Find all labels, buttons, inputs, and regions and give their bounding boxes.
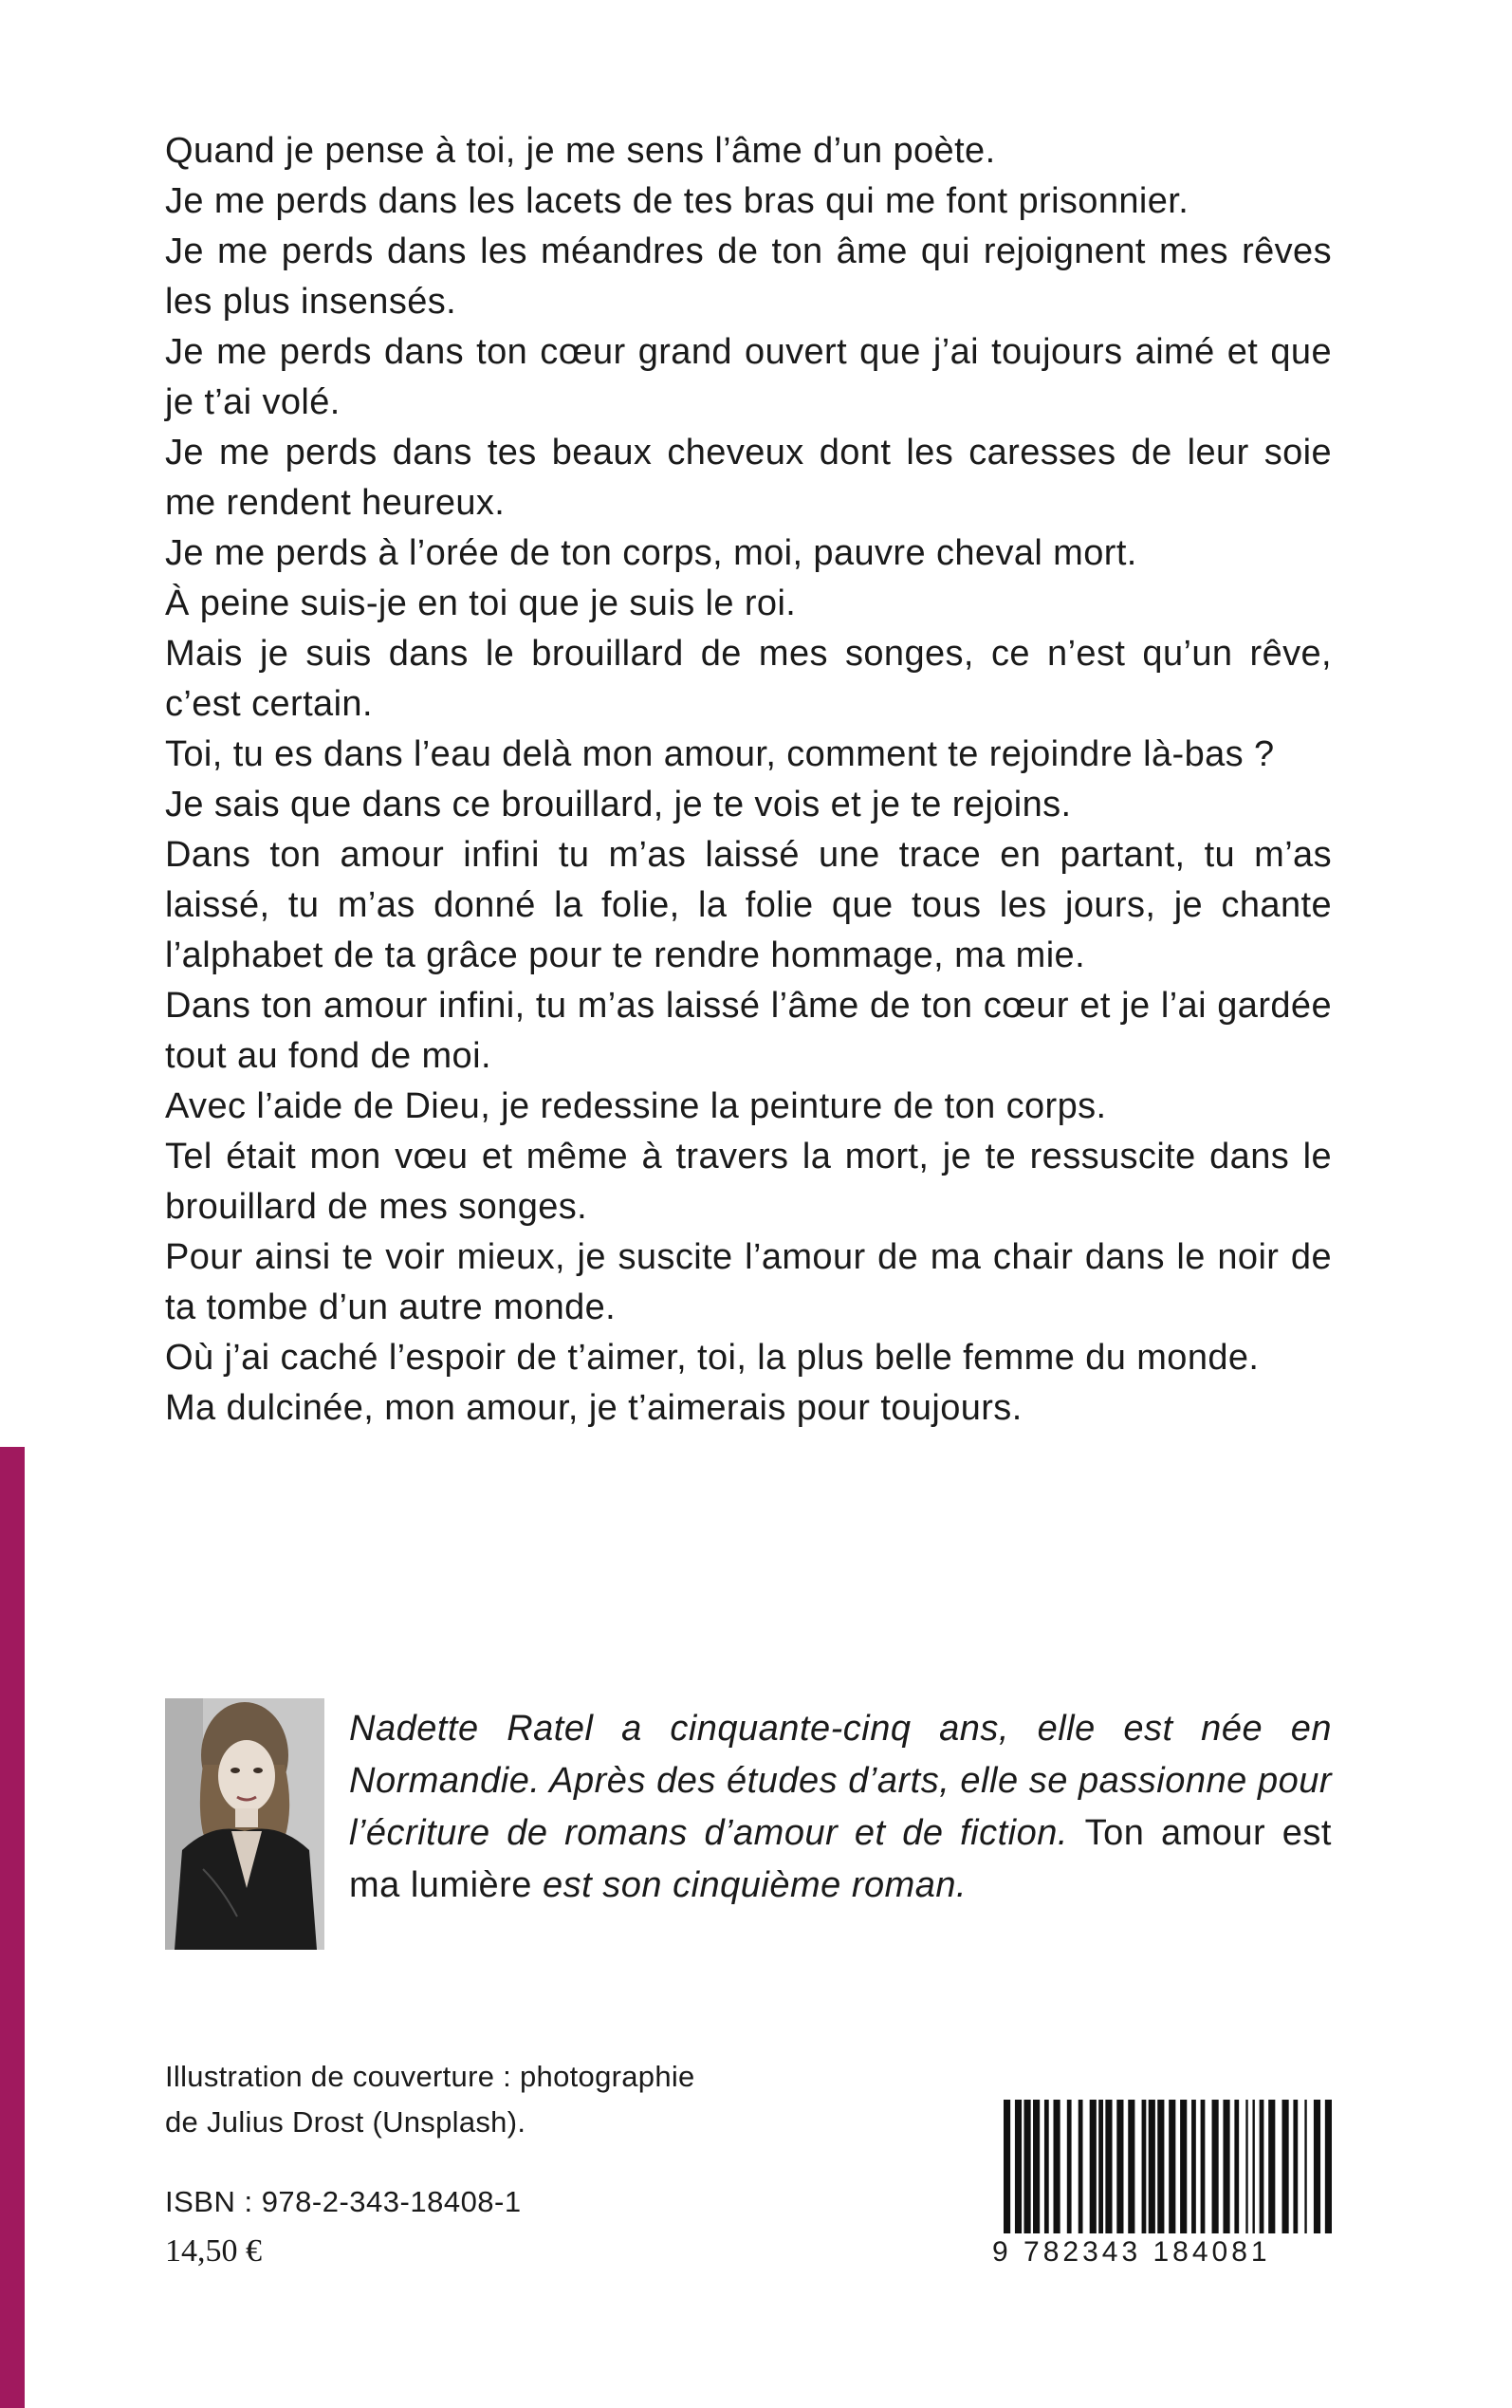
barcode-bar (1201, 2100, 1206, 2251)
poem-line: Dans ton amour infini tu m’as laissé une trace en partant, tu m’as laissé, tu m’as donné la folie, la folie que tous les jours, je chante l’alphabet de ta grâce pour te rendre hommage, ma mie. (165, 835, 1332, 975)
poem-line: Je me perds à l’orée de ton corps, moi, pauvre cheval mort. (165, 533, 1137, 573)
barcode-bar (1044, 2100, 1049, 2251)
barcode-bar (1304, 2100, 1306, 2251)
barcode-bar (1149, 2100, 1155, 2251)
barcode-bar (1116, 2100, 1123, 2251)
poem-line: Mais je suis dans le brouillard de mes songes, ce n’est qu’un rêve, c’est certain. (165, 634, 1332, 724)
poem-line: Quand je pense à toi, je me sens l’âme d’un poète. (165, 131, 996, 171)
barcode-bar (1293, 2100, 1298, 2251)
author-bio (349, 1703, 1332, 1912)
poem-line: Je me perds dans les méandres de ton âme qui rejoignent mes rêves les plus insensés. (165, 232, 1332, 322)
author-portrait-image (165, 1698, 324, 1950)
barcode-bar (1314, 2100, 1320, 2251)
spine-accent-bar (0, 1447, 25, 2408)
poem-line: Tel était mon vœu et même à travers la mort, je te ressuscite dans le brouillard de mes songes. (165, 1137, 1332, 1227)
barcode-bar (1245, 2100, 1247, 2251)
barcode-bar (1157, 2100, 1164, 2251)
barcode-bar (1054, 2100, 1060, 2251)
poem-line: À peine suis-je en toi que je suis le roi. (165, 583, 797, 623)
credits-line: de Julius Drost (Unsplash). (165, 2105, 526, 2139)
barcode-bar (1015, 2100, 1022, 2251)
poem-text (165, 126, 1332, 1434)
price: 14,50 € (165, 2233, 262, 2269)
poem-line: Je me perds dans les lacets de tes bras qui me font prisonnier. (165, 181, 1189, 221)
poem-line: Dans ton amour infini, tu m’as laissé l’âme de ton cœur et je l’ai gardée tout au fond de moi. (165, 986, 1332, 1076)
poem-line: Toi, tu es dans l’eau delà mon amour, comment te rejoindre là-bas ? (165, 734, 1275, 774)
barcode-bar (1223, 2100, 1229, 2251)
barcode-bar (1023, 2100, 1030, 2251)
poem-line: Je me perds dans ton cœur grand ouvert que j’ai toujours aimé et que je t’ai volé. (165, 332, 1332, 422)
barcode-bar (1252, 2100, 1254, 2251)
barcode-bar (1325, 2100, 1332, 2251)
author-name: Nadette Ratel (349, 1709, 594, 1749)
barcode-bar (1191, 2100, 1196, 2251)
barcode-bars (1004, 2100, 1332, 2251)
barcode-bar (1169, 2100, 1175, 2251)
barcode-bar (1105, 2100, 1112, 2251)
barcode-bar (1090, 2100, 1097, 2251)
barcode-bar (1128, 2100, 1134, 2251)
barcode-bar (1212, 2100, 1219, 2251)
poem-line: Je me perds dans tes beaux cheveux dont les caresses de leur soie me rendent heureux. (165, 433, 1332, 523)
poem-line: Avec l’aide de Dieu, je redessine la peinture de ton corps. (165, 1086, 1107, 1126)
barcode-image (1004, 2100, 1332, 2251)
poem-line: Ma dulcinée, mon amour, je t’aimerais pour toujours. (165, 1388, 1023, 1428)
barcode-bar (1004, 2100, 1010, 2251)
barcode-bar (1234, 2100, 1239, 2251)
isbn-number: ISBN : 978-2-343-18408-1 (165, 2185, 522, 2218)
bio-text-part2: est son cinquième roman. (531, 1865, 968, 1905)
barcode-bar (1268, 2100, 1275, 2251)
poem-line: Pour ainsi te voir mieux, je suscite l’amour de ma chair dans le noir de ta tombe d’un autre monde. (165, 1237, 1332, 1327)
barcode-bar (1282, 2100, 1289, 2251)
author-photo (165, 1698, 324, 1950)
barcode-bar (1142, 2100, 1147, 2251)
barcode-bar (1033, 2100, 1040, 2251)
barcode-digits: 9 782343 184081 (986, 2233, 1343, 2271)
poem-line: Où j’ai caché l’espoir de t’aimer, toi, la plus belle femme du monde. (165, 1338, 1260, 1378)
barcode-bar (1079, 2100, 1083, 2251)
book-title: Ton amour est ma lumière (349, 1813, 1332, 1905)
barcode-bar (1180, 2100, 1187, 2251)
barcode-bar (1260, 2100, 1264, 2251)
barcode-bar (1067, 2100, 1072, 2251)
cover-credits (165, 2054, 829, 2145)
poem-line: Je sais que dans ce brouillard, je te vois et je te rejoins. (165, 785, 1072, 824)
barcode-bar (1098, 2100, 1103, 2251)
bio-text-part1: a cinquante-cinq ans, elle est née en Normandie. Après des études d’arts, elle se passionne pour l’écriture de romans d’amour et de fiction. (349, 1709, 1332, 1853)
credits-line: Illustration de couverture : photographie (165, 2060, 695, 2093)
